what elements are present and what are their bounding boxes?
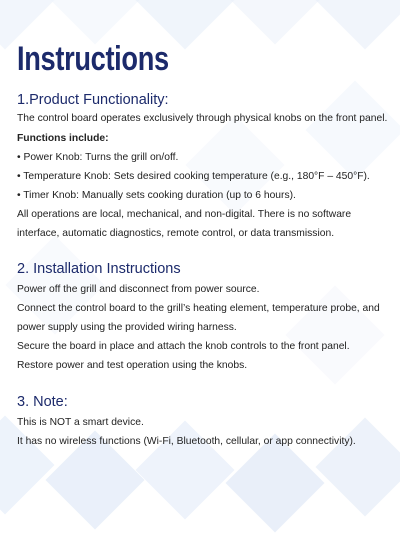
functionality-closing-line: All operations are local, mechanical, and non-digital. There is no software xyxy=(17,209,352,220)
bg-tile xyxy=(226,0,325,44)
installation-step: Secure the board in place and attach the knob controls to the front panel. xyxy=(17,341,350,352)
function-bullet-temperature: • Temperature Knob: Sets desired cooking temperature (e.g., 180°F – 450°F). xyxy=(17,171,370,182)
bg-tile xyxy=(286,286,385,385)
function-bullet-power: • Power Knob: Turns the grill on/off. xyxy=(17,152,179,163)
functionality-intro: The control board operates exclusively through physical knobs on the front panel. xyxy=(17,113,388,124)
installation-step: power supply using the provided wiring harness. xyxy=(17,322,237,333)
page-title: Instructions xyxy=(17,40,169,78)
bg-tile xyxy=(316,418,400,517)
note-line: It has no wireless functions (Wi-Fi, Bluetooth, cellular, or app connectivity). xyxy=(17,436,356,447)
section-heading-note: 3. Note: xyxy=(17,394,68,410)
bg-tile xyxy=(306,81,400,180)
installation-step: Power off the grill and disconnect from power source. xyxy=(17,284,260,295)
bg-tile xyxy=(316,0,400,49)
installation-step: Connect the control board to the grill’s heating element, temperature probe, and xyxy=(17,303,380,314)
functionality-closing-line: interface, automatic diagnostics, remote control, or data transmission. xyxy=(17,228,335,239)
bg-tile xyxy=(46,0,145,44)
section-heading-functionality: 1.Product Functionality: xyxy=(17,92,169,108)
note-line: This is NOT a smart device. xyxy=(17,417,144,428)
installation-step: Restore power and test operation using the knobs. xyxy=(17,360,248,371)
function-bullet-timer: • Timer Knob: Manually sets cooking duration (up to 6 hours). xyxy=(17,190,296,201)
section-heading-installation: 2. Installation Instructions xyxy=(17,261,181,277)
functions-subheading: Functions include: xyxy=(17,133,109,144)
